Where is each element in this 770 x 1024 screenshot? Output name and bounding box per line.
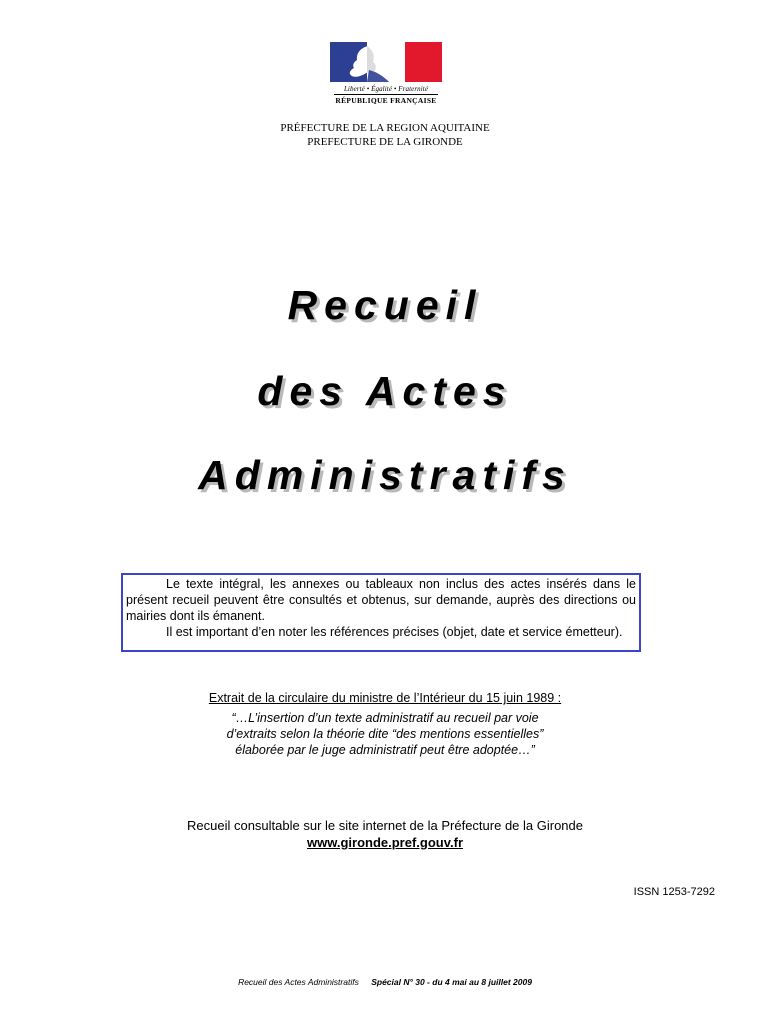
issn-number: ISSN 1253-7292 xyxy=(633,886,715,898)
footer-edition: Spécial N° 30 - du 4 mai au 8 juillet 2009 xyxy=(371,977,532,987)
logo-republic-text: RÉPUBLIQUE FRANÇAISE xyxy=(335,96,437,105)
republique-francaise-logo xyxy=(330,42,442,106)
notice-paragraph-1: Le texte intégral, les annexes ou tableaux non inclus des actes insérés dans le présent recueil peuvent être consultés et obtenus, sur demande, auprès des directions ou mairies dont ils émanent. xyxy=(126,577,636,623)
page-footer xyxy=(0,977,770,987)
footer-publication: Recueil des Actes Administratifs xyxy=(238,977,359,987)
logo-divider xyxy=(334,94,438,95)
prefecture-department: PREFECTURE DE LA GIRONDE xyxy=(307,136,463,148)
notice-paragraph-2: Il est important d’en noter les références précises (objet, date et service émetteur). xyxy=(166,625,623,639)
website-link[interactable]: www.gironde.pref.gouv.fr xyxy=(307,835,463,850)
title-line-3: Administratifs xyxy=(198,452,572,498)
flag-blue-band xyxy=(330,42,367,82)
prefecture-region: PRÉFECTURE DE LA REGION AQUITAINE xyxy=(280,122,490,134)
circular-title: Extrait de la circulaire du ministre de l’Intérieur du 15 juin 1989 : xyxy=(208,691,562,705)
circular-quote-line-2: d’extraits selon la théorie dite “des mentions essentielles” xyxy=(226,727,544,741)
marianne-face-icon xyxy=(367,42,404,82)
prefecture-header xyxy=(0,121,770,149)
circular-quote xyxy=(185,710,585,758)
title-line-2: des Actes xyxy=(257,368,513,414)
notice-box xyxy=(121,573,641,652)
consult-text: Recueil consultable sur le site internet de la Préfecture de la Gironde xyxy=(187,818,583,833)
logo-motto: Liberté • Égalité • Fraternité xyxy=(343,85,429,93)
circular-quote-line-1: “…L’insertion d’un texte administratif au recueil par voie xyxy=(231,711,539,725)
marianne-profile-icon xyxy=(330,42,367,82)
tricolor-flag-icon xyxy=(330,42,442,82)
circular-quote-line-3: élaborée par le juge administratif peut être adoptée…” xyxy=(235,743,535,757)
flag-white-band xyxy=(367,42,404,82)
title-line-1: Recueil xyxy=(287,282,483,328)
flag-red-band xyxy=(405,42,442,82)
